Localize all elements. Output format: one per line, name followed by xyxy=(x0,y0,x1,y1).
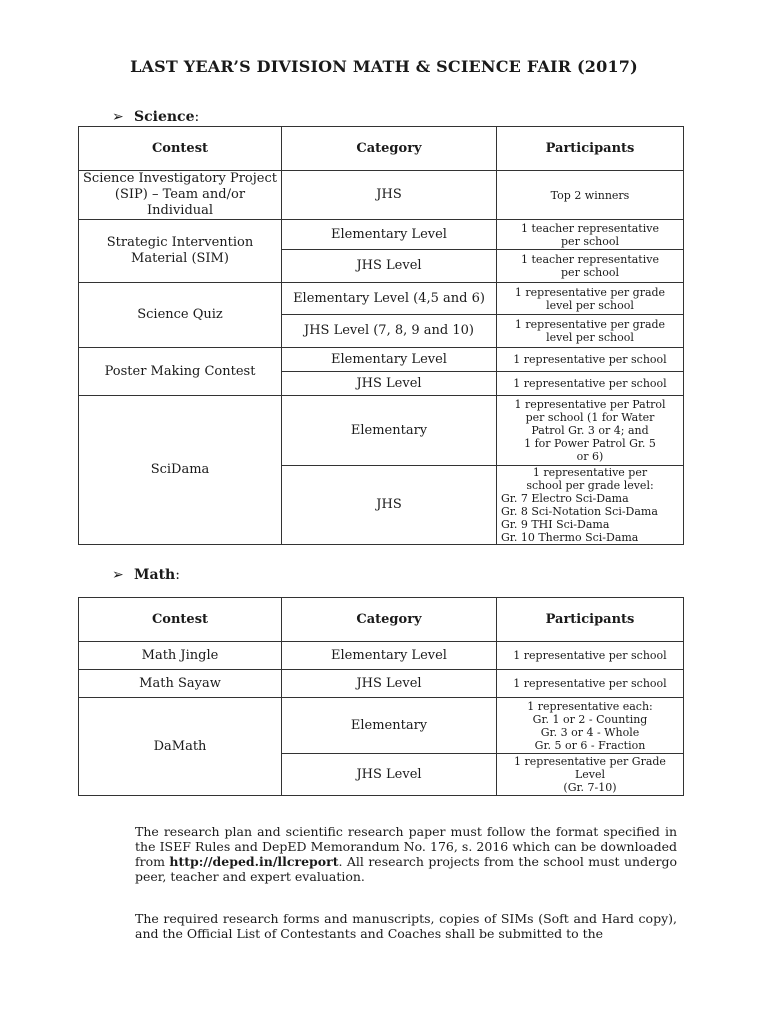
table-row xyxy=(79,171,684,220)
participants-cell: 1 teacher representative per school xyxy=(497,250,684,283)
category-cell: JHS Level xyxy=(282,754,497,796)
table-row xyxy=(79,283,684,315)
participants-cell: 1 teacher representative per school xyxy=(497,220,684,250)
participants-cell: 1 representative per Grade Level (Gr. 7-10) xyxy=(497,754,684,796)
category-cell: JHS Level xyxy=(282,372,497,396)
category-cell: JHS Level (7, 8, 9 and 10) xyxy=(282,315,497,348)
arrow-bullet-icon: ➢ xyxy=(112,109,124,125)
submission-paragraph: The required research forms and manuscripts, copies of SIMs (Soft and Hard copy), and the Official List of Contestants and Coaches shall be submitted to the xyxy=(135,911,677,941)
table-row xyxy=(79,670,684,698)
participants-cell: 1 representative per school per grade level: Gr. 7 Electro Sci-Dama Gr. 8 Sci-Notation Sci-Dama Gr. 9 THI Sci-Dama Gr. 10 Thermo Sci-Dama xyxy=(497,466,684,545)
table-row xyxy=(79,642,684,670)
category-cell: Elementary Level (4,5 and 6) xyxy=(282,283,497,315)
math-heading: ➢ Math: xyxy=(112,567,180,583)
participants-cell: 1 representative each: Gr. 1 or 2 - Counting Gr. 3 or 4 - Whole Gr. 5 or 6 - Fraction xyxy=(497,698,684,754)
column-header-category: Category xyxy=(282,127,497,171)
column-header-category: Category xyxy=(282,598,497,642)
column-header-participants: Participants xyxy=(497,598,684,642)
table-row xyxy=(79,220,684,250)
category-cell: Elementary Level xyxy=(282,642,497,670)
contest-cell: SciDama xyxy=(79,396,282,545)
contest-cell: Strategic Intervention Material (SIM) xyxy=(79,220,282,283)
category-cell: Elementary xyxy=(282,698,497,754)
math-table xyxy=(78,597,684,796)
contest-cell: Math Sayaw xyxy=(79,670,282,698)
contest-cell: DaMath xyxy=(79,698,282,796)
table-header-row xyxy=(79,127,684,171)
table-row xyxy=(79,698,684,754)
contest-cell: Poster Making Contest xyxy=(79,348,282,396)
category-cell: JHS xyxy=(282,171,497,220)
column-header-participants: Participants xyxy=(497,127,684,171)
arrow-bullet-icon: ➢ xyxy=(112,567,124,583)
category-cell: Elementary xyxy=(282,396,497,466)
participants-cell: 1 representative per school xyxy=(497,348,684,372)
participants-cell: 1 representative per grade level per school xyxy=(497,283,684,315)
category-cell: Elementary Level xyxy=(282,348,497,372)
category-cell: JHS Level xyxy=(282,670,497,698)
contest-cell: Science Investigatory Project (SIP) – Team and/or Individual xyxy=(79,171,282,220)
category-cell: JHS Level xyxy=(282,250,497,283)
contest-cell: Math Jingle xyxy=(79,642,282,670)
table-row xyxy=(79,396,684,466)
science-table xyxy=(78,126,684,545)
column-header-contest: Contest xyxy=(79,127,282,171)
research-format-paragraph: The research plan and scientific research paper must follow the format specified in the ISEF Rules and DepED Memorandum No. 176, s. 2016 which can be downloaded from http://deped.in/llcreport. All research projects from the school must undergo peer, teacher and expert evaluation. xyxy=(135,824,677,884)
participants-cell: 1 representative per grade level per school xyxy=(497,315,684,348)
table-row xyxy=(79,348,684,372)
participants-cell: 1 representative per Patrol per school (1 for Water Patrol Gr. 3 or 4; and 1 for Power Patrol Gr. 5 or 6) xyxy=(497,396,684,466)
participants-cell: 1 representative per school xyxy=(497,372,684,396)
science-heading: ➢ Science: xyxy=(112,109,200,125)
math-heading-label: Math xyxy=(134,567,176,583)
participants-cell: 1 representative per school xyxy=(497,642,684,670)
category-cell: JHS xyxy=(282,466,497,545)
science-heading-label: Science xyxy=(134,109,195,125)
participants-cell: Top 2 winners xyxy=(497,171,684,220)
document-title: LAST YEAR’S DIVISION MATH & SCIENCE FAIR (2017) xyxy=(130,57,638,76)
participants-cell: 1 representative per school xyxy=(497,670,684,698)
category-cell: Elementary Level xyxy=(282,220,497,250)
llcreport-link[interactable]: http://deped.in/llcreport xyxy=(169,854,339,869)
table-header-row xyxy=(79,598,684,642)
contest-cell: Science Quiz xyxy=(79,283,282,348)
column-header-contest: Contest xyxy=(79,598,282,642)
